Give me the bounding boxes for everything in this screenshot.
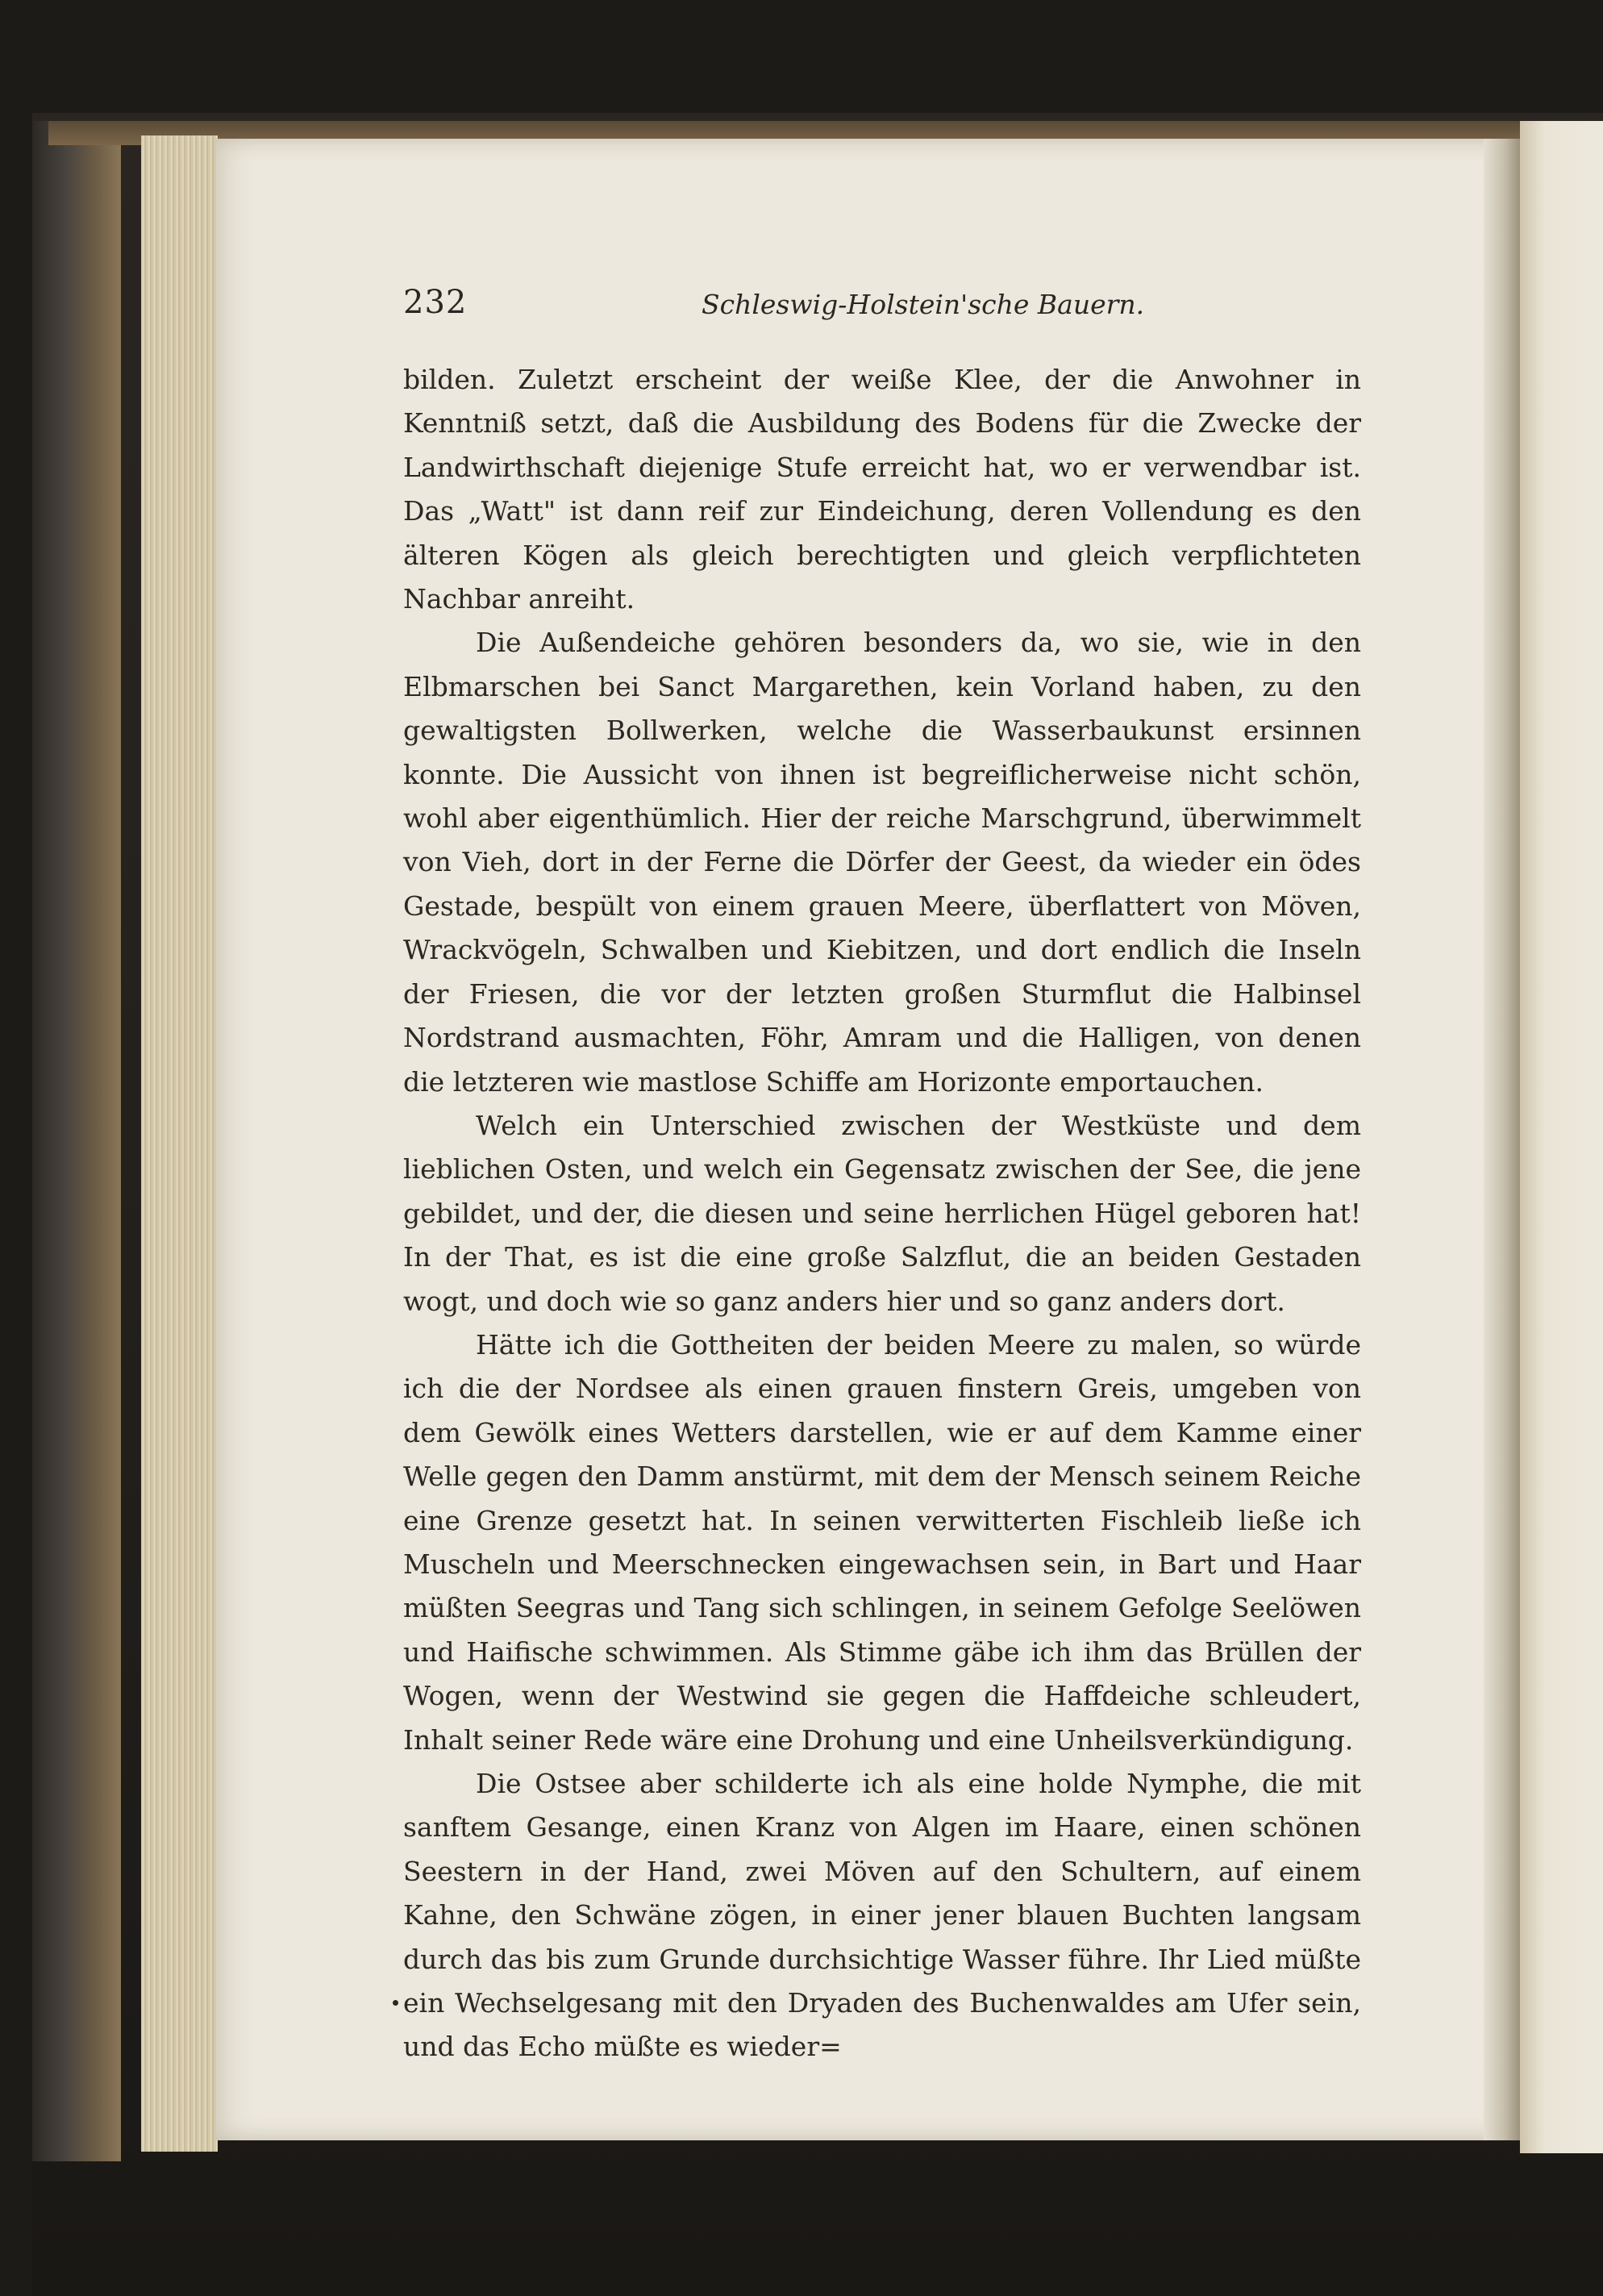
running-head: Schleswig-Holstein'sche Bauern. (702, 289, 1145, 320)
paragraph: Die Außendeiche gehören besonders da, wo sie, wie in den Elbmarschen bei Sanct Margarethen, kein Vorland haben, zu den gewaltigsten Bollwerken, welche die Wasserbaukunst ersinnen konnte. Die Aussicht von ihnen ist begreiflicherweise nicht schön, wohl aber eigenthümlich. Hier der reiche Marschgrund, überwimmelt von Vieh, dort in der Ferne die Dörfer der Geest, da wieder ein ödes Gestade, bespült von einem grauen Meere, überflattert von Möven, Wrackvögeln, Schwalben und Kiebitzen, und dort endlich die Inseln der Friesen, die vor der letzten großen Sturmflut die Halbinsel Nordstrand ausmachten, Föhr, Amram und die Halligen, von denen die letzteren wie mastlose Schiffe am Horizonte emportauchen. (403, 627, 1361, 1098)
paragraph: Welch ein Unterschied zwischen der Westküste und dem lieblichen Osten, und welch ein Gegensatz zwischen der See, die jene gebildet, und der, die diesen und seine herrlichen Hügel geboren hat! In der That, es ist die eine große Salzflut, die an beiden Gestaden wogt, und doch wie so ganz anders hier und so ganz anders dort. (403, 1109, 1361, 1317)
page-number: 232 (403, 284, 468, 321)
facing-page-edge (1520, 121, 1603, 2153)
paragraph: Hätte ich die Gottheiten der beiden Meere zu malen, so würde ich die der Nordsee als einen grauen finstern Greis, umgeben von dem Gewölk eines Wetters darstellen, wie er auf dem Kamme einer Welle gegen den Damm anstürmt, mit dem der Mensch seinem Reiche eine Grenze gesetzt hat. In seinen verwitterten Fischleib ließe ich Muscheln und Meerschnecken eingewachsen sein, in Bart und Haar müßten Seegras und Tang sich schlingen, in seinem Gefolge Seelöwen und Haifische schwimmen. Als Stimme gäbe ich ihm das Brüllen der Wogen, wenn der Westwind sie gegen die Haffdeiche schleudert, Inhalt seiner Rede wäre eine Drohung und eine Unheilsverkündigung. (403, 1328, 1361, 1756)
page-header (403, 284, 1361, 324)
body-text (403, 358, 1361, 2069)
page-stack-edges (141, 135, 218, 2152)
cover-spine-edge (32, 121, 121, 2161)
paragraph: bilden. Zuletzt erscheint der weiße Klee, der die Anwohner in Kenntniß setzt, daß die Ausbildung des Bodens für die Zwecke der Landwirthschaft diejenige Stufe erreicht hat, wo er verwendbar ist. Das „Watt" ist dann reif zur Eindeichung, deren Vollendung es den älteren Kögen als gleich berechtigten und gleich verpflichteten Nachbar anreiht. (403, 364, 1361, 615)
paragraph: Die Ostsee aber schilderte ich als eine holde Nymphe, die mit sanftem Gesange, einen Kranz von Algen im Haare, einen schönen Seestern in der Hand, zwei Möven auf den Schultern, auf einem Kahne, den Schwäne zögen, in einer jener blauen Buchten langsam durch das bis zum Grunde durchsichtige Wasser führe. Ihr Lied müßte ein Wechselgesang mit den Dryaden des Buchenwaldes am Ufer sein, und das Echo müßte es wieder= (403, 1768, 1361, 2063)
page-gutter (1484, 139, 1520, 2140)
ink-speck (393, 2000, 398, 2006)
